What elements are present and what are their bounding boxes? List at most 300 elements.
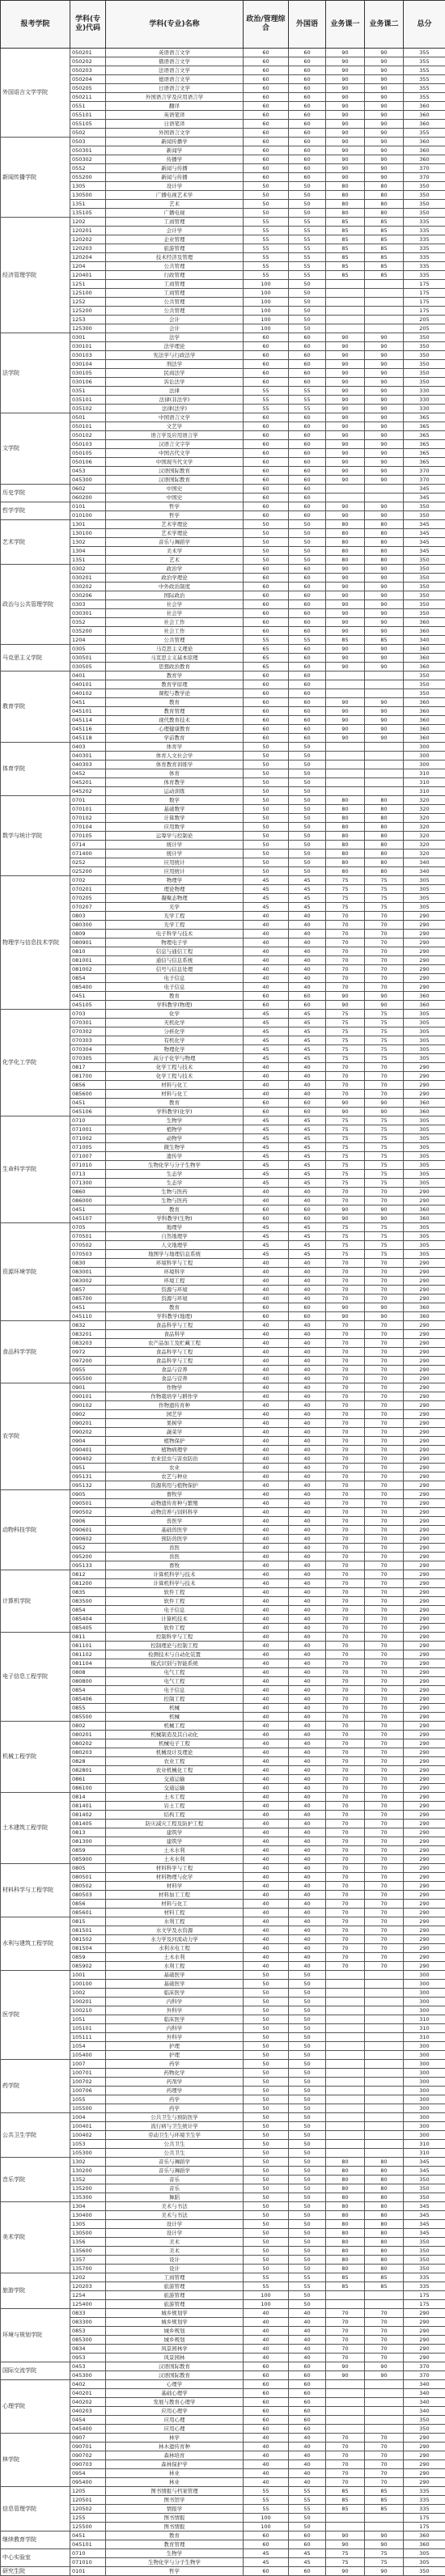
table-cell-s1: 50 — [289, 2220, 326, 2229]
table-cell-total: 60 — [244, 84, 289, 93]
table-cell-s1: 50 — [289, 2229, 326, 2238]
table-cell-s4: 290 — [404, 1606, 445, 1615]
table-cell-s1: 40 — [289, 1953, 326, 1962]
table-cell-s4: 290 — [404, 1731, 445, 1739]
table-cell-s2: 70 — [326, 956, 365, 965]
table-cell-total: 40 — [244, 1437, 289, 1446]
table-cell-s3: 90 — [365, 502, 404, 511]
table-cell-total: 50 — [244, 2060, 289, 2069]
table-cell-s1: 40 — [289, 1339, 326, 1348]
table-cell-total: 45 — [244, 1045, 289, 1054]
table-cell-name: 作物遗传育种 — [106, 1401, 244, 1410]
table-cell-total: 60 — [244, 1303, 289, 1312]
table-cell-s4: 290 — [404, 1330, 445, 1339]
table-cell-s1: 55 — [289, 2505, 326, 2514]
table-cell-s1: 45 — [289, 1250, 326, 1259]
table-cell-total: 40 — [244, 1446, 289, 1455]
table-cell-s1: 40 — [289, 1926, 326, 1935]
table-cell-total: 50 — [244, 787, 289, 796]
table-cell-s4: 355 — [404, 84, 445, 93]
table-cell-name: 生物学 — [106, 1116, 244, 1125]
table-cell-s1: 40 — [289, 1935, 326, 1944]
table-cell-s3: 80 — [365, 823, 404, 832]
table-cell-name: 哲学 — [106, 502, 244, 511]
table-cell-s2: 70 — [326, 1891, 365, 1900]
table-cell-s4: 365 — [404, 449, 445, 458]
table-cell-s4: 300 — [404, 2104, 445, 2113]
table-cell-s3 — [365, 1971, 404, 1980]
table-cell-name: 生物化学与分子生物学 — [106, 2558, 244, 2567]
table-cell-s2: 70 — [326, 1188, 365, 1197]
table-cell-s4: 175 — [404, 289, 445, 298]
table-cell-s4: 290 — [404, 956, 445, 965]
table-cell-college: 公共卫生学院 — [1, 2113, 70, 2158]
table-cell-name: 社会学 — [106, 609, 244, 618]
table-cell-s1: 55 — [289, 227, 326, 235]
table-cell-s1: 40 — [289, 1419, 326, 1428]
table-cell-name: 兽医学 — [106, 1517, 244, 1526]
table-cell-s2: 70 — [326, 2345, 365, 2354]
table-cell-s3: 85 — [365, 2273, 404, 2282]
table-cell-s4: 350 — [404, 609, 445, 618]
table-cell-total: 40 — [244, 1757, 289, 1766]
table-cell-s4: 310 — [404, 769, 445, 778]
table-cell-s4: 350 — [404, 2176, 445, 2184]
table-cell-total: 60 — [244, 49, 289, 57]
table-cell-code: 0352 — [70, 618, 106, 627]
table-cell-code: 071010 — [70, 2558, 106, 2567]
table-cell-name: 行政管理 — [106, 271, 244, 280]
table-cell-total: 40 — [244, 1339, 289, 1348]
table-cell-s4: 290 — [404, 2434, 445, 2443]
table-cell-s2: 90 — [326, 138, 365, 146]
table-cell-s3 — [365, 2300, 404, 2309]
table-cell-s3: 70 — [365, 1588, 404, 1597]
table-cell-code: 030104 — [70, 360, 106, 369]
table-cell-total: 40 — [244, 1802, 289, 1811]
table-cell-s3 — [365, 2380, 404, 2389]
table-cell-s2: 90 — [326, 120, 365, 129]
table-cell-name: 水利工程 — [106, 1962, 244, 1971]
table-cell-name: 生态学 — [106, 1179, 244, 1188]
table-cell-total: 40 — [244, 1820, 289, 1828]
table-cell-name: 物理电子学 — [106, 938, 244, 947]
table-cell-s4: 290 — [404, 1766, 445, 1775]
table-cell-s2 — [326, 307, 365, 316]
table-cell-s1: 40 — [289, 2469, 326, 2478]
table-cell-s3: 90 — [365, 49, 404, 57]
table-cell-name: 光学 — [106, 903, 244, 912]
table-cell-s1: 40 — [289, 1864, 326, 1873]
table-cell-code: 081002 — [70, 965, 106, 974]
table-cell-s1: 60 — [289, 351, 326, 360]
table-cell-s4: 355 — [404, 57, 445, 66]
table-cell-code: 0813 — [70, 1828, 106, 1837]
table-cell-s3: 90 — [365, 1303, 404, 1312]
table-cell-name: 材料物理与化学 — [106, 1873, 244, 1882]
table-cell-total: 40 — [244, 1624, 289, 1633]
table-cell-s3: 70 — [365, 1535, 404, 1544]
table-cell-s2: 90 — [326, 565, 365, 574]
table-cell-s3: 70 — [365, 2434, 404, 2443]
table-cell-code: 0904 — [70, 1437, 106, 1446]
table-cell-total: 40 — [244, 1713, 289, 1722]
table-cell-total: 40 — [244, 1375, 289, 1383]
table-cell-name: 结构工程 — [106, 1811, 244, 1820]
table-cell-s4: 340 — [404, 2398, 445, 2407]
table-cell-code: 070101 — [70, 805, 106, 814]
table-cell-s1: 40 — [289, 1197, 326, 1205]
table-cell-s4: 300 — [404, 2060, 445, 2069]
table-cell-s2: 75 — [326, 1241, 365, 1250]
table-cell-college: 马克思主义学院 — [1, 645, 70, 672]
table-cell-s4: 290 — [404, 1624, 445, 1633]
table-cell-s4: 300 — [404, 743, 445, 752]
table-cell-s1: 40 — [289, 1766, 326, 1775]
table-cell-s2: 70 — [326, 1606, 365, 1615]
table-cell-s3: 85 — [365, 2496, 404, 2505]
table-cell-s2: 70 — [326, 1375, 365, 1383]
table-cell-s4: 300 — [404, 2131, 445, 2140]
table-row — [1, 1321, 445, 1330]
table-cell-total: 50 — [244, 805, 289, 814]
table-cell-total: 40 — [244, 2345, 289, 2354]
table-cell-s1: 55 — [289, 396, 326, 405]
table-cell-s2: 75 — [326, 1019, 365, 1027]
table-cell-s2: 75 — [326, 1045, 365, 1054]
table-cell-total: 60 — [244, 618, 289, 627]
table-cell-code: 045105 — [70, 1001, 106, 1010]
table-cell-code: 1357 — [70, 2256, 106, 2265]
table-cell-s3: 90 — [365, 422, 404, 431]
table-cell-s1: 50 — [289, 2193, 326, 2202]
table-cell-s3 — [365, 316, 404, 324]
table-cell-name: 旅游管理 — [106, 244, 244, 253]
table-cell-s3: 70 — [365, 1579, 404, 1588]
table-cell-code: 0451 — [70, 1099, 106, 1108]
table-cell-s3: 90 — [365, 2371, 404, 2380]
table-cell-s4: 290 — [404, 1392, 445, 1401]
table-cell-code: 090201 — [70, 1419, 106, 1428]
table-cell-code: 0853 — [70, 2327, 106, 2336]
table-cell-total: 40 — [244, 1722, 289, 1731]
table-cell-code: 0857 — [70, 1286, 106, 1294]
table-cell-s1: 50 — [289, 867, 326, 876]
table-cell-s2: 70 — [326, 1731, 365, 1739]
table-cell-total: 50 — [244, 200, 289, 209]
table-cell-total: 40 — [244, 1090, 289, 1099]
table-cell-name: 思想政治教育 — [106, 663, 244, 672]
table-cell-s4: 350 — [404, 511, 445, 520]
table-cell-s2: 70 — [326, 1846, 365, 1855]
table-cell-code: 130500 — [70, 191, 106, 200]
table-cell-s3: 90 — [365, 164, 404, 173]
table-cell-name: 水利工程 — [106, 1917, 244, 1926]
table-cell-s4: 290 — [404, 1837, 445, 1846]
table-cell-s2: 85 — [326, 235, 365, 244]
table-cell-name: 无机化学 — [106, 1019, 244, 1027]
table-cell-s4: 335 — [404, 253, 445, 262]
table-cell-name: 药学 — [106, 2060, 244, 2069]
table-cell-s2: 70 — [326, 1926, 365, 1935]
table-cell-total: 40 — [244, 1588, 289, 1597]
table-cell-code: 0854 — [70, 1606, 106, 1615]
table-cell-s1: 50 — [289, 2015, 326, 2024]
table-cell-s4: 290 — [404, 1650, 445, 1659]
table-cell-s1: 40 — [289, 1188, 326, 1197]
table-cell-s4: 350 — [404, 502, 445, 511]
table-cell-name: 课程与教学论 — [106, 689, 244, 698]
table-cell-s2 — [326, 2398, 365, 2407]
table-cell-name: 机械设计及理论 — [106, 1748, 244, 1757]
table-cell-s3 — [365, 2087, 404, 2095]
table-cell-s1: 50 — [289, 2024, 326, 2033]
table-cell-s2: 70 — [326, 2451, 365, 2460]
table-cell-s4: 360 — [404, 1214, 445, 1223]
table-cell-s2: 70 — [326, 1419, 365, 1428]
table-cell-total: 40 — [244, 1704, 289, 1713]
table-cell-s3 — [365, 289, 404, 298]
table-cell-s3: 80 — [365, 191, 404, 200]
table-cell-s3: 90 — [365, 387, 404, 396]
table-cell-s3 — [365, 778, 404, 787]
table-cell-total: 40 — [244, 1401, 289, 1410]
table-cell-code: 082801 — [70, 1766, 106, 1775]
table-cell-name: 美术与书法 — [106, 2211, 244, 2220]
table-cell-s2: 90 — [326, 449, 365, 458]
table-cell-s3: 70 — [365, 1481, 404, 1490]
table-cell-s2: 70 — [326, 1286, 365, 1294]
table-cell-s1: 40 — [289, 1481, 326, 1490]
table-cell-college: 电子信息工程学院 — [1, 1633, 70, 1722]
table-cell-name: 音乐与舞蹈学 — [106, 2167, 244, 2176]
table-cell-total: 40 — [244, 1855, 289, 1864]
table-cell-s3: 85 — [365, 235, 404, 244]
table-cell-name: 公共卫生与预防医学 — [106, 2113, 244, 2122]
table-cell-s4: 355 — [404, 66, 445, 75]
table-cell-total: 60 — [244, 707, 289, 716]
table-cell-total: 60 — [244, 1312, 289, 1321]
table-cell-name: 建筑学 — [106, 1837, 244, 1846]
table-cell-s3: 70 — [365, 938, 404, 947]
table-cell-s1: 40 — [289, 1793, 326, 1802]
table-cell-s3: 70 — [365, 1820, 404, 1828]
table-cell-s2: 85 — [326, 244, 365, 253]
table-cell-s1: 50 — [289, 289, 326, 298]
table-cell-s2: 70 — [326, 930, 365, 938]
table-cell-s1: 40 — [289, 965, 326, 974]
table-cell-s3: 75 — [365, 1232, 404, 1241]
table-cell-name: 公共卫生 — [106, 2140, 244, 2149]
table-cell-s3: 80 — [365, 2193, 404, 2202]
table-cell-s1: 40 — [289, 2318, 326, 2327]
table-cell-s2: 70 — [326, 1793, 365, 1802]
table-cell-code: 1351 — [70, 556, 106, 565]
table-cell-code: 0451 — [70, 992, 106, 1001]
table-cell-s4: 365 — [404, 431, 445, 440]
table-cell-code: 030501 — [70, 654, 106, 663]
table-cell-s1: 40 — [289, 1731, 326, 1739]
table-cell-code: 100701 — [70, 2069, 106, 2078]
table-cell-name: 国际政治 — [106, 591, 244, 600]
table-cell-total: 40 — [244, 1597, 289, 1606]
table-cell-s4: 350 — [404, 556, 445, 565]
table-cell-name: 工商管理 — [106, 2273, 244, 2282]
table-cell-s2: 90 — [326, 413, 365, 422]
table-cell-total: 40 — [244, 2443, 289, 2451]
table-cell-s1: 50 — [289, 2104, 326, 2113]
table-cell-s1: 50 — [289, 1971, 326, 1980]
table-cell-code: 0814 — [70, 1793, 106, 1802]
table-cell-total: 40 — [244, 1633, 289, 1642]
table-cell-total: 60 — [244, 2425, 289, 2434]
table-cell-total: 40 — [244, 1766, 289, 1775]
table-cell-s3: 70 — [365, 1188, 404, 1197]
table-cell-total: 40 — [244, 1944, 289, 1953]
table-cell-s3: 70 — [365, 1624, 404, 1633]
table-cell-s2: 90 — [326, 645, 365, 654]
table-cell-name: 汉语国际教育 — [106, 476, 244, 485]
table-cell-s4: 360 — [404, 663, 445, 672]
table-cell-s2: 70 — [326, 1294, 365, 1303]
table-cell-s3 — [365, 2514, 404, 2523]
table-cell-code: 080501 — [70, 1873, 106, 1882]
table-cell-s3: 70 — [365, 1437, 404, 1446]
table-cell-college: 文学院 — [1, 413, 70, 485]
table-cell-s3: 70 — [365, 1597, 404, 1606]
table-cell-total: 45 — [244, 1223, 289, 1232]
table-cell-total: 40 — [244, 1953, 289, 1962]
table-cell-s2: 75 — [326, 1232, 365, 1241]
table-cell-s4: 350 — [404, 209, 445, 218]
table-cell-s1: 60 — [289, 654, 326, 663]
table-cell-code: 095400 — [70, 2478, 106, 2487]
table-cell-s2: 90 — [326, 84, 365, 93]
table-cell-s3: 80 — [365, 805, 404, 814]
table-cell-s4: 365 — [404, 422, 445, 431]
table-cell-code: 050301 — [70, 146, 106, 155]
table-cell-s1: 40 — [289, 1855, 326, 1864]
table-cell-s2: 90 — [326, 66, 365, 75]
table-cell-code: 071001 — [70, 1125, 106, 1134]
table-cell-s3: 70 — [365, 1633, 404, 1642]
table-cell-total: 55 — [244, 244, 289, 253]
table-cell-code: 086000 — [70, 1197, 106, 1205]
table-cell-code: 050211 — [70, 93, 106, 102]
header-s2: 业务课一 — [326, 1, 365, 49]
table-cell-s1: 60 — [289, 494, 326, 502]
table-cell-s2 — [326, 485, 365, 494]
table-cell-s1: 55 — [289, 218, 326, 227]
table-cell-total: 50 — [244, 2122, 289, 2131]
table-cell-total: 100 — [244, 289, 289, 298]
table-cell-name: 外科学 — [106, 2033, 244, 2042]
table-cell-total: 45 — [244, 1250, 289, 1259]
table-cell-name: 交通运输 — [106, 1775, 244, 1784]
table-cell-s3: 70 — [365, 1419, 404, 1428]
table-cell-s4: 290 — [404, 1917, 445, 1926]
table-cell-code: 100401 — [70, 2122, 106, 2131]
table-cell-code: 081104 — [70, 1659, 106, 1668]
table-cell-s3: 80 — [365, 209, 404, 218]
table-cell-college: 水利与建筑工程学院 — [1, 1917, 70, 1971]
table-cell-name: 建筑学 — [106, 1828, 244, 1837]
table-cell-s2 — [326, 680, 365, 689]
table-cell-s2 — [326, 2122, 365, 2131]
table-cell-s1: 50 — [289, 2523, 326, 2532]
table-cell-name: 外科学 — [106, 2006, 244, 2015]
table-cell-s4: 290 — [404, 2443, 445, 2451]
table-cell-s4: 335 — [404, 2282, 445, 2291]
table-cell-s3: 70 — [365, 1704, 404, 1713]
table-cell-name: 材料与化工 — [106, 1900, 244, 1909]
table-cell-name: 自然地理学 — [106, 1232, 244, 1241]
table-cell-s3 — [365, 2389, 404, 2398]
table-cell-s3: 90 — [365, 707, 404, 716]
table-cell-s2: 70 — [326, 1410, 365, 1419]
table-cell-s1: 40 — [289, 1561, 326, 1570]
table-cell-s3: 70 — [365, 1891, 404, 1900]
table-cell-s1: 40 — [289, 1882, 326, 1891]
table-cell-total: 45 — [244, 1241, 289, 1250]
table-cell-name: 中国语言文学 — [106, 413, 244, 422]
table-cell-s3: 80 — [365, 832, 404, 841]
table-cell-s1: 50 — [289, 2291, 326, 2300]
table-cell-s2 — [326, 1971, 365, 1980]
table-cell-s1: 60 — [289, 360, 326, 369]
table-row — [1, 743, 445, 752]
table-cell-s4: 305 — [404, 1054, 445, 1063]
table-cell-s4: 290 — [404, 2478, 445, 2487]
table-cell-total: 60 — [244, 1099, 289, 1108]
table-cell-code: 090701 — [70, 2443, 106, 2451]
table-cell-s4: 305 — [404, 1010, 445, 1019]
table-cell-s2: 90 — [326, 57, 365, 66]
table-cell-code: 045400 — [70, 2425, 106, 2434]
table-cell-total: 60 — [244, 609, 289, 618]
table-cell-total: 50 — [244, 2184, 289, 2193]
table-cell-name: 城乡规划 — [106, 2327, 244, 2336]
table-cell-total: 40 — [244, 1286, 289, 1294]
table-cell-s3: 85 — [365, 253, 404, 262]
table-cell-s4: 310 — [404, 2015, 445, 2024]
table-cell-college: 材料科学与工程学院 — [1, 1864, 70, 1917]
table-cell-s4: 290 — [404, 1793, 445, 1802]
table-cell-s4: 345 — [404, 2211, 445, 2220]
table-cell-s2: 85 — [326, 2487, 365, 2496]
table-cell-code: 090202 — [70, 1428, 106, 1437]
table-cell-s1: 50 — [289, 769, 326, 778]
table-cell-total: 45 — [244, 1179, 289, 1188]
table-cell-s4: 290 — [404, 983, 445, 992]
table-cell-s4: 305 — [404, 1152, 445, 1161]
table-cell-college: 信息管理学院 — [1, 2487, 70, 2532]
table-cell-s1: 60 — [289, 440, 326, 449]
table-cell-code: 0805 — [70, 1864, 106, 1873]
table-cell-s1: 40 — [289, 1642, 326, 1650]
table-cell-code: 125400 — [70, 2300, 106, 2309]
table-cell-s3: 90 — [365, 698, 404, 707]
table-cell-s3: 90 — [365, 1099, 404, 1108]
table-cell-s3: 90 — [365, 93, 404, 102]
table-cell-s2 — [326, 769, 365, 778]
table-row — [1, 2158, 445, 2167]
table-cell-s4: 290 — [404, 1072, 445, 1081]
table-cell-s2: 85 — [326, 218, 365, 227]
table-cell-name: 岩土工程 — [106, 1802, 244, 1811]
table-cell-total: 60 — [244, 120, 289, 129]
table-cell-s2: 75 — [326, 1170, 365, 1179]
